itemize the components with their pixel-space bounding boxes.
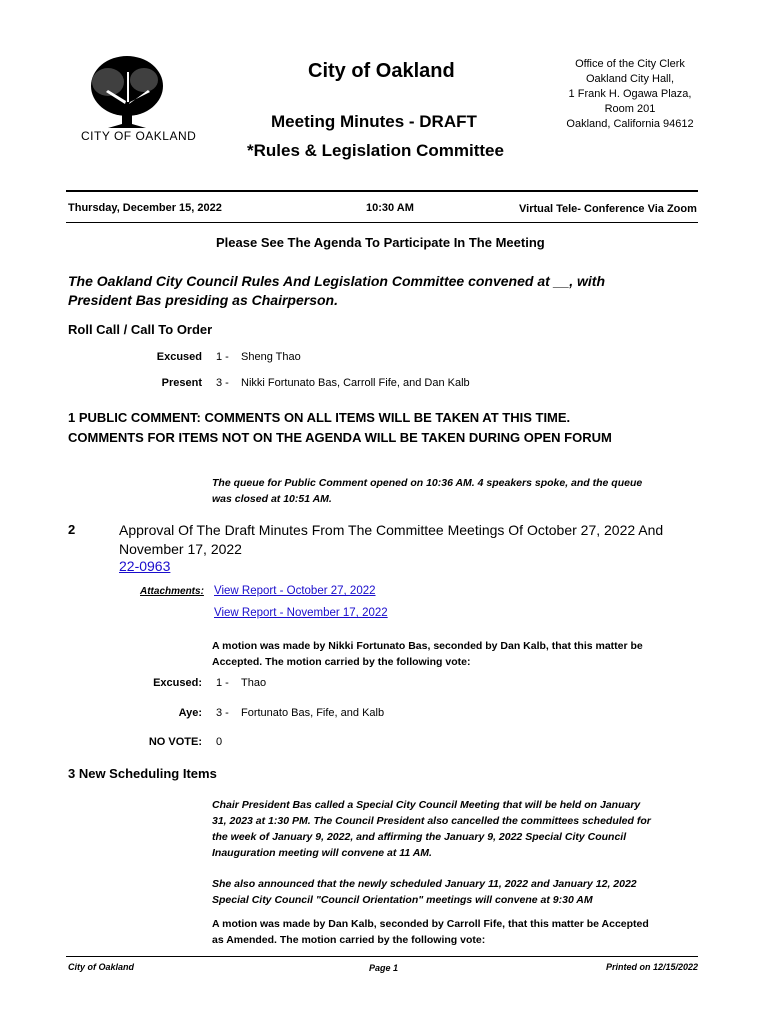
- page-number: Page 1: [369, 963, 399, 973]
- clerk-line: Oakland, California 94612: [566, 118, 694, 130]
- attachment-link-oct-27[interactable]: View Report - October 27, 2022: [214, 585, 376, 597]
- vote-names: Fortunato Bas, Fife, and Kalb: [241, 707, 385, 719]
- roll-call-label: Excused: [156, 351, 202, 363]
- print-date: Printed on 12/15/2022: [606, 962, 699, 972]
- vote-count: 0: [216, 736, 223, 748]
- vote-label: Aye:: [178, 707, 202, 719]
- roll-call-names: Nikki Fortunato Bas, Carroll Fife, and Dan Kalb: [241, 377, 470, 389]
- divider: [66, 222, 698, 223]
- attachments-label: Attachments:: [140, 586, 204, 597]
- clerk-address: [560, 57, 700, 132]
- footer-divider: [66, 956, 698, 957]
- roll-call-label: Present: [161, 377, 202, 389]
- item-2-title: Approval Of The Draft Minutes From The Committee Meetings Of October 27, 2022 And November 17, 2022: [119, 522, 664, 557]
- vote-names: Thao: [241, 677, 267, 689]
- item-3-note: Chair President Bas called a Special City Council Meeting that will be held on January 31, 2023 at 1:30 PM. The Council President also cancelled the committees scheduled for the week of January 9, 2022, and affirming the January 9, 2022 Special City Council Inauguration meeting will convene at 11 AM.: [212, 799, 651, 859]
- logo-text: CITY OF OAKLAND: [81, 129, 197, 143]
- item-3-motion: A motion was made by Dan Kalb, seconded by Carroll Fife, that this matter be Accepted as Amended. The motion carried by the following vote:: [212, 918, 649, 946]
- vote-label: Excused:: [153, 677, 202, 689]
- meeting-time: 10:30 AM: [366, 202, 414, 214]
- clerk-line: Office of the City Clerk: [575, 58, 685, 70]
- item-1-note: The queue for Public Comment opened on 10:36 AM. 4 speakers spoke, and the queue was closed at 10:51 AM.: [212, 477, 643, 505]
- attachment-link-nov-17[interactable]: View Report - November 17, 2022: [214, 607, 388, 619]
- page-title: City of Oakland: [308, 60, 455, 82]
- item-3-note: She also announced that the newly scheduled January 11, 2022 and January 12, 2022 Special City Council "Council Orientation" meetings will convene at 9:30 AM: [212, 878, 637, 906]
- vote-label: NO VOTE:: [148, 736, 202, 748]
- roll-call-heading: Roll Call / Call To Order: [68, 322, 213, 337]
- item-2-motion: A motion was made by Nikki Fortunato Bas, seconded by Dan Kalb, that this matter be Accepted. The motion carried by the following vote:: [212, 640, 643, 668]
- clerk-line: Room 201: [604, 103, 656, 115]
- divider: [66, 190, 698, 192]
- roll-call-names: Sheng Thao: [241, 351, 301, 363]
- item-3-heading: 3 New Scheduling Items: [68, 766, 217, 781]
- footer-left: City of Oakland: [68, 962, 135, 972]
- item-2-file-link[interactable]: 22-0963: [119, 558, 171, 574]
- roll-call-count: 3 -: [216, 377, 229, 389]
- convened-statement: The Oakland City Council Rules And Legislation Committee convened at __, with President Bas presiding as Chairperson.: [68, 273, 606, 308]
- meeting-location: Virtual Tele- Conference Via Zoom: [519, 203, 697, 215]
- document-subtitle: Meeting Minutes - DRAFT: [271, 112, 477, 131]
- meeting-date: Thursday, December 15, 2022: [68, 202, 222, 214]
- item-2-number: 2: [68, 522, 76, 537]
- roll-call-count: 1 -: [216, 351, 229, 363]
- participation-notice: Please See The Agenda To Participate In The Meeting: [216, 235, 545, 250]
- vote-count: 1 -: [216, 677, 229, 689]
- clerk-line: 1 Frank H. Ogawa Plaza,: [568, 88, 692, 100]
- item-1-heading: 1 PUBLIC COMMENT: COMMENTS ON ALL ITEMS WILL BE TAKEN AT THIS TIME. COMMENTS FOR ITEMS NOT ON THE AGENDA WILL BE TAKEN DURING OPEN FORUM: [68, 410, 612, 445]
- clerk-line: Oakland City Hall,: [585, 73, 675, 85]
- committee-name: *Rules & Legislation Committee: [247, 141, 504, 160]
- vote-count: 3 -: [216, 707, 229, 719]
